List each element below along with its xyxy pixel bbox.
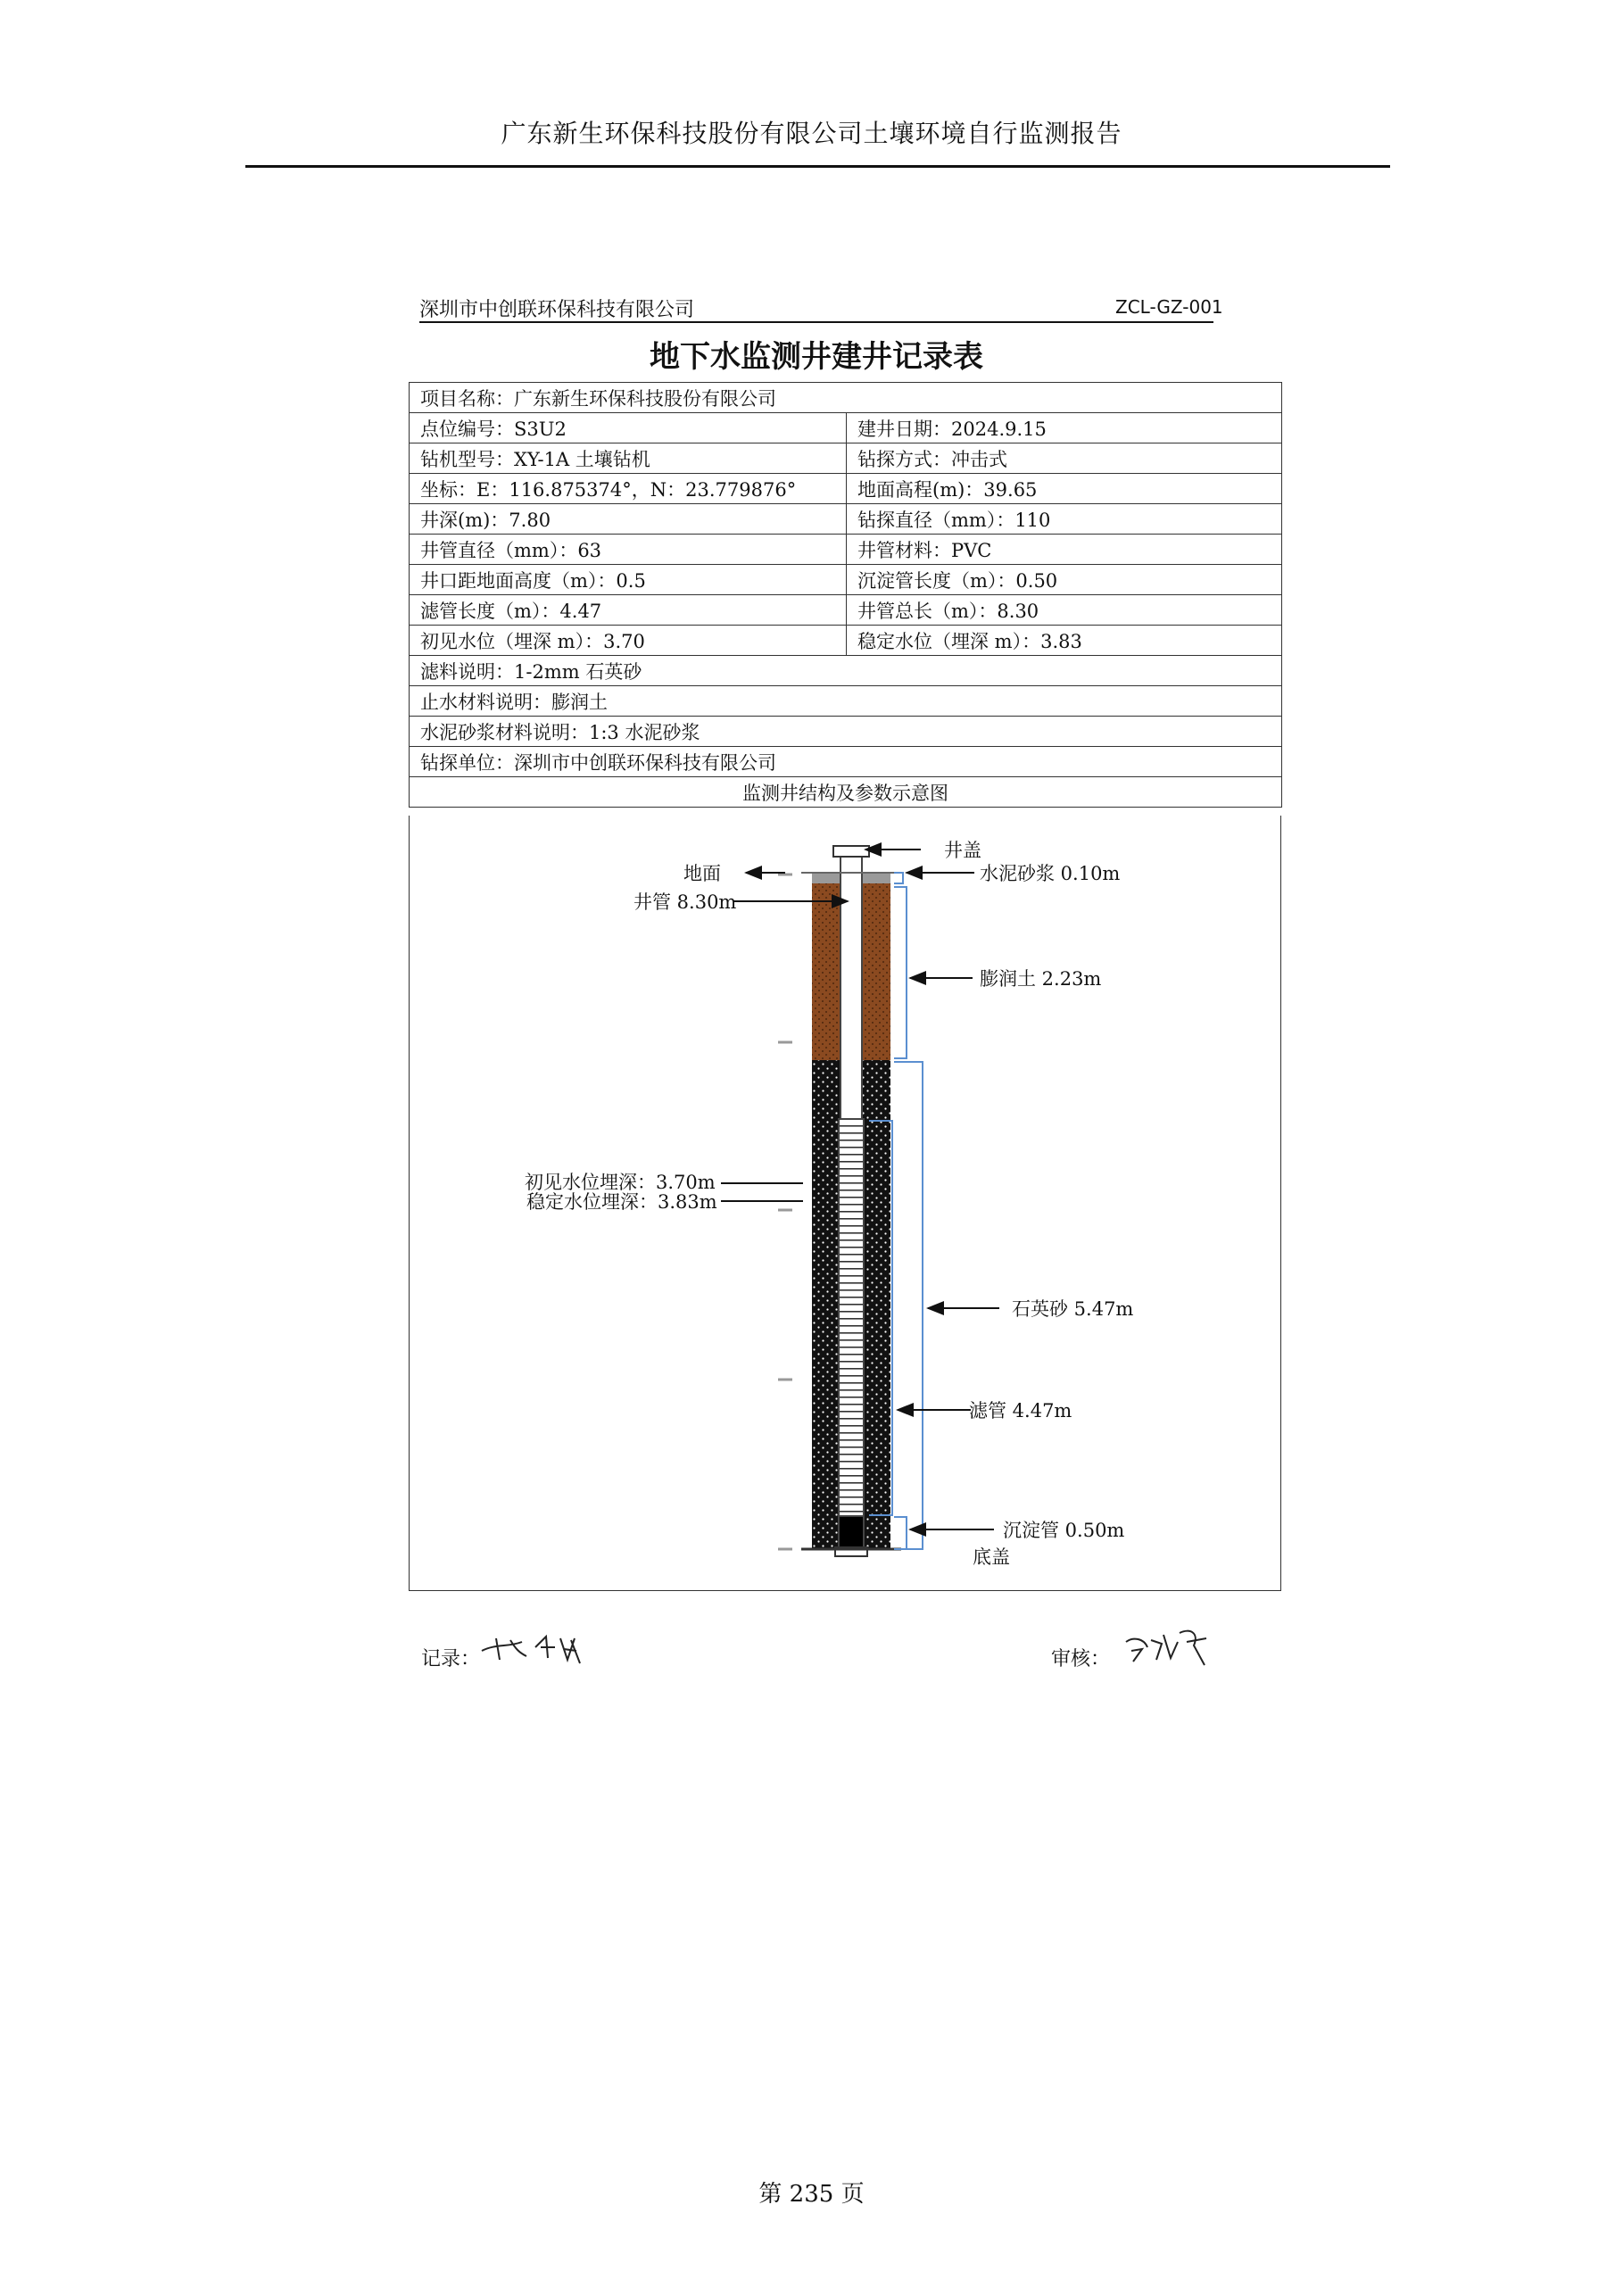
pipe-material-cell: 井管材料：PVC [847,535,1282,565]
well-pipe-label: 井管 8.30m [633,891,737,913]
depth-ticks [778,874,792,1549]
initial-water-label: 初见水位埋深：3.70m [525,1172,716,1193]
sediment-pipe-label: 沉淀管 0.50m [1003,1520,1125,1541]
form-title: 地下水监测井建井记录表 [650,339,983,375]
stable-water-label: 稳定水位埋深：3.83m [526,1191,717,1213]
initial-water-level-cell: 初见水位（埋深 m）：3.70 [410,626,847,656]
point-no-cell: 点位编号：S3U2 [410,413,847,443]
reviewer-signature [1126,1631,1206,1665]
recorder-label: 记录： [421,1648,481,1670]
stable-water-level-cell: 稳定水位（埋深 m）：3.83 [847,626,1282,656]
reviewer-label: 审核： [1051,1648,1111,1670]
grout-label: 水泥砂浆 0.10m [980,863,1121,884]
diagram-caption-cell: 监测井结构及参数示意图 [410,777,1282,808]
bore-diameter-cell: 钻探直径（mm）：110 [847,504,1282,535]
screen-label: 滤管 4.47m [969,1400,1072,1422]
well-casing [840,853,862,1119]
report-header: 广东新生环保科技股份有限公司土壤环境自行监测报告 [501,119,1122,148]
ground-elevation-cell: 地面高程(m)：39.65 [847,474,1282,504]
coordinates-cell: 坐标：E：116.875374°，N：23.779876° [410,474,847,504]
form-code: ZCL-GZ-001 [1115,296,1223,318]
screen-length-cell: 滤管长度（m）：4.47 [410,595,847,626]
project-name-cell: 项目名称：广东新生环保科技股份有限公司 [410,383,1282,413]
rig-model-cell: 钻机型号：XY-1A 土壤钻机 [410,443,847,474]
quartz-sand-label: 石英砂 5.47m [1012,1298,1134,1320]
build-date-cell: 建井日期：2024.9.15 [847,413,1282,443]
grout-material-cell: 水泥砂浆材料说明：1:3 水泥砂浆 [410,717,1282,747]
filter-material-cell: 滤料说明：1-2mm 石英砂 [410,656,1282,686]
well-cap [833,846,869,857]
sediment-pipe [839,1516,864,1549]
ground-label: 地面 [683,863,721,884]
sediment-length-cell: 沉淀管长度（m）：0.50 [847,565,1282,595]
form-company: 深圳市中创联环保科技有限公司 [419,299,695,321]
well-cap-label: 井盖 [944,840,981,861]
page-number: 第 235 页 [758,2181,865,2208]
drill-unit-cell: 钻探单位：深圳市中创联环保科技有限公司 [410,747,1282,777]
pipe-diameter-cell: 井管直径（mm）：63 [410,535,847,565]
drill-method-cell: 钻探方式：冲击式 [847,443,1282,474]
recorder-signature [482,1637,580,1663]
seal-material-cell: 止水材料说明：膨润土 [410,686,1282,717]
bentonite-label: 膨润土 2.23m [980,968,1102,990]
pipe-total-length-cell: 井管总长（m）：8.30 [847,595,1282,626]
well-screen [839,1119,864,1516]
wellhead-height-cell: 井口距地面高度（m）：0.5 [410,565,847,595]
well-depth-cell: 井深(m)：7.80 [410,504,847,535]
bottom-cap-label: 底盖 [973,1546,1010,1568]
